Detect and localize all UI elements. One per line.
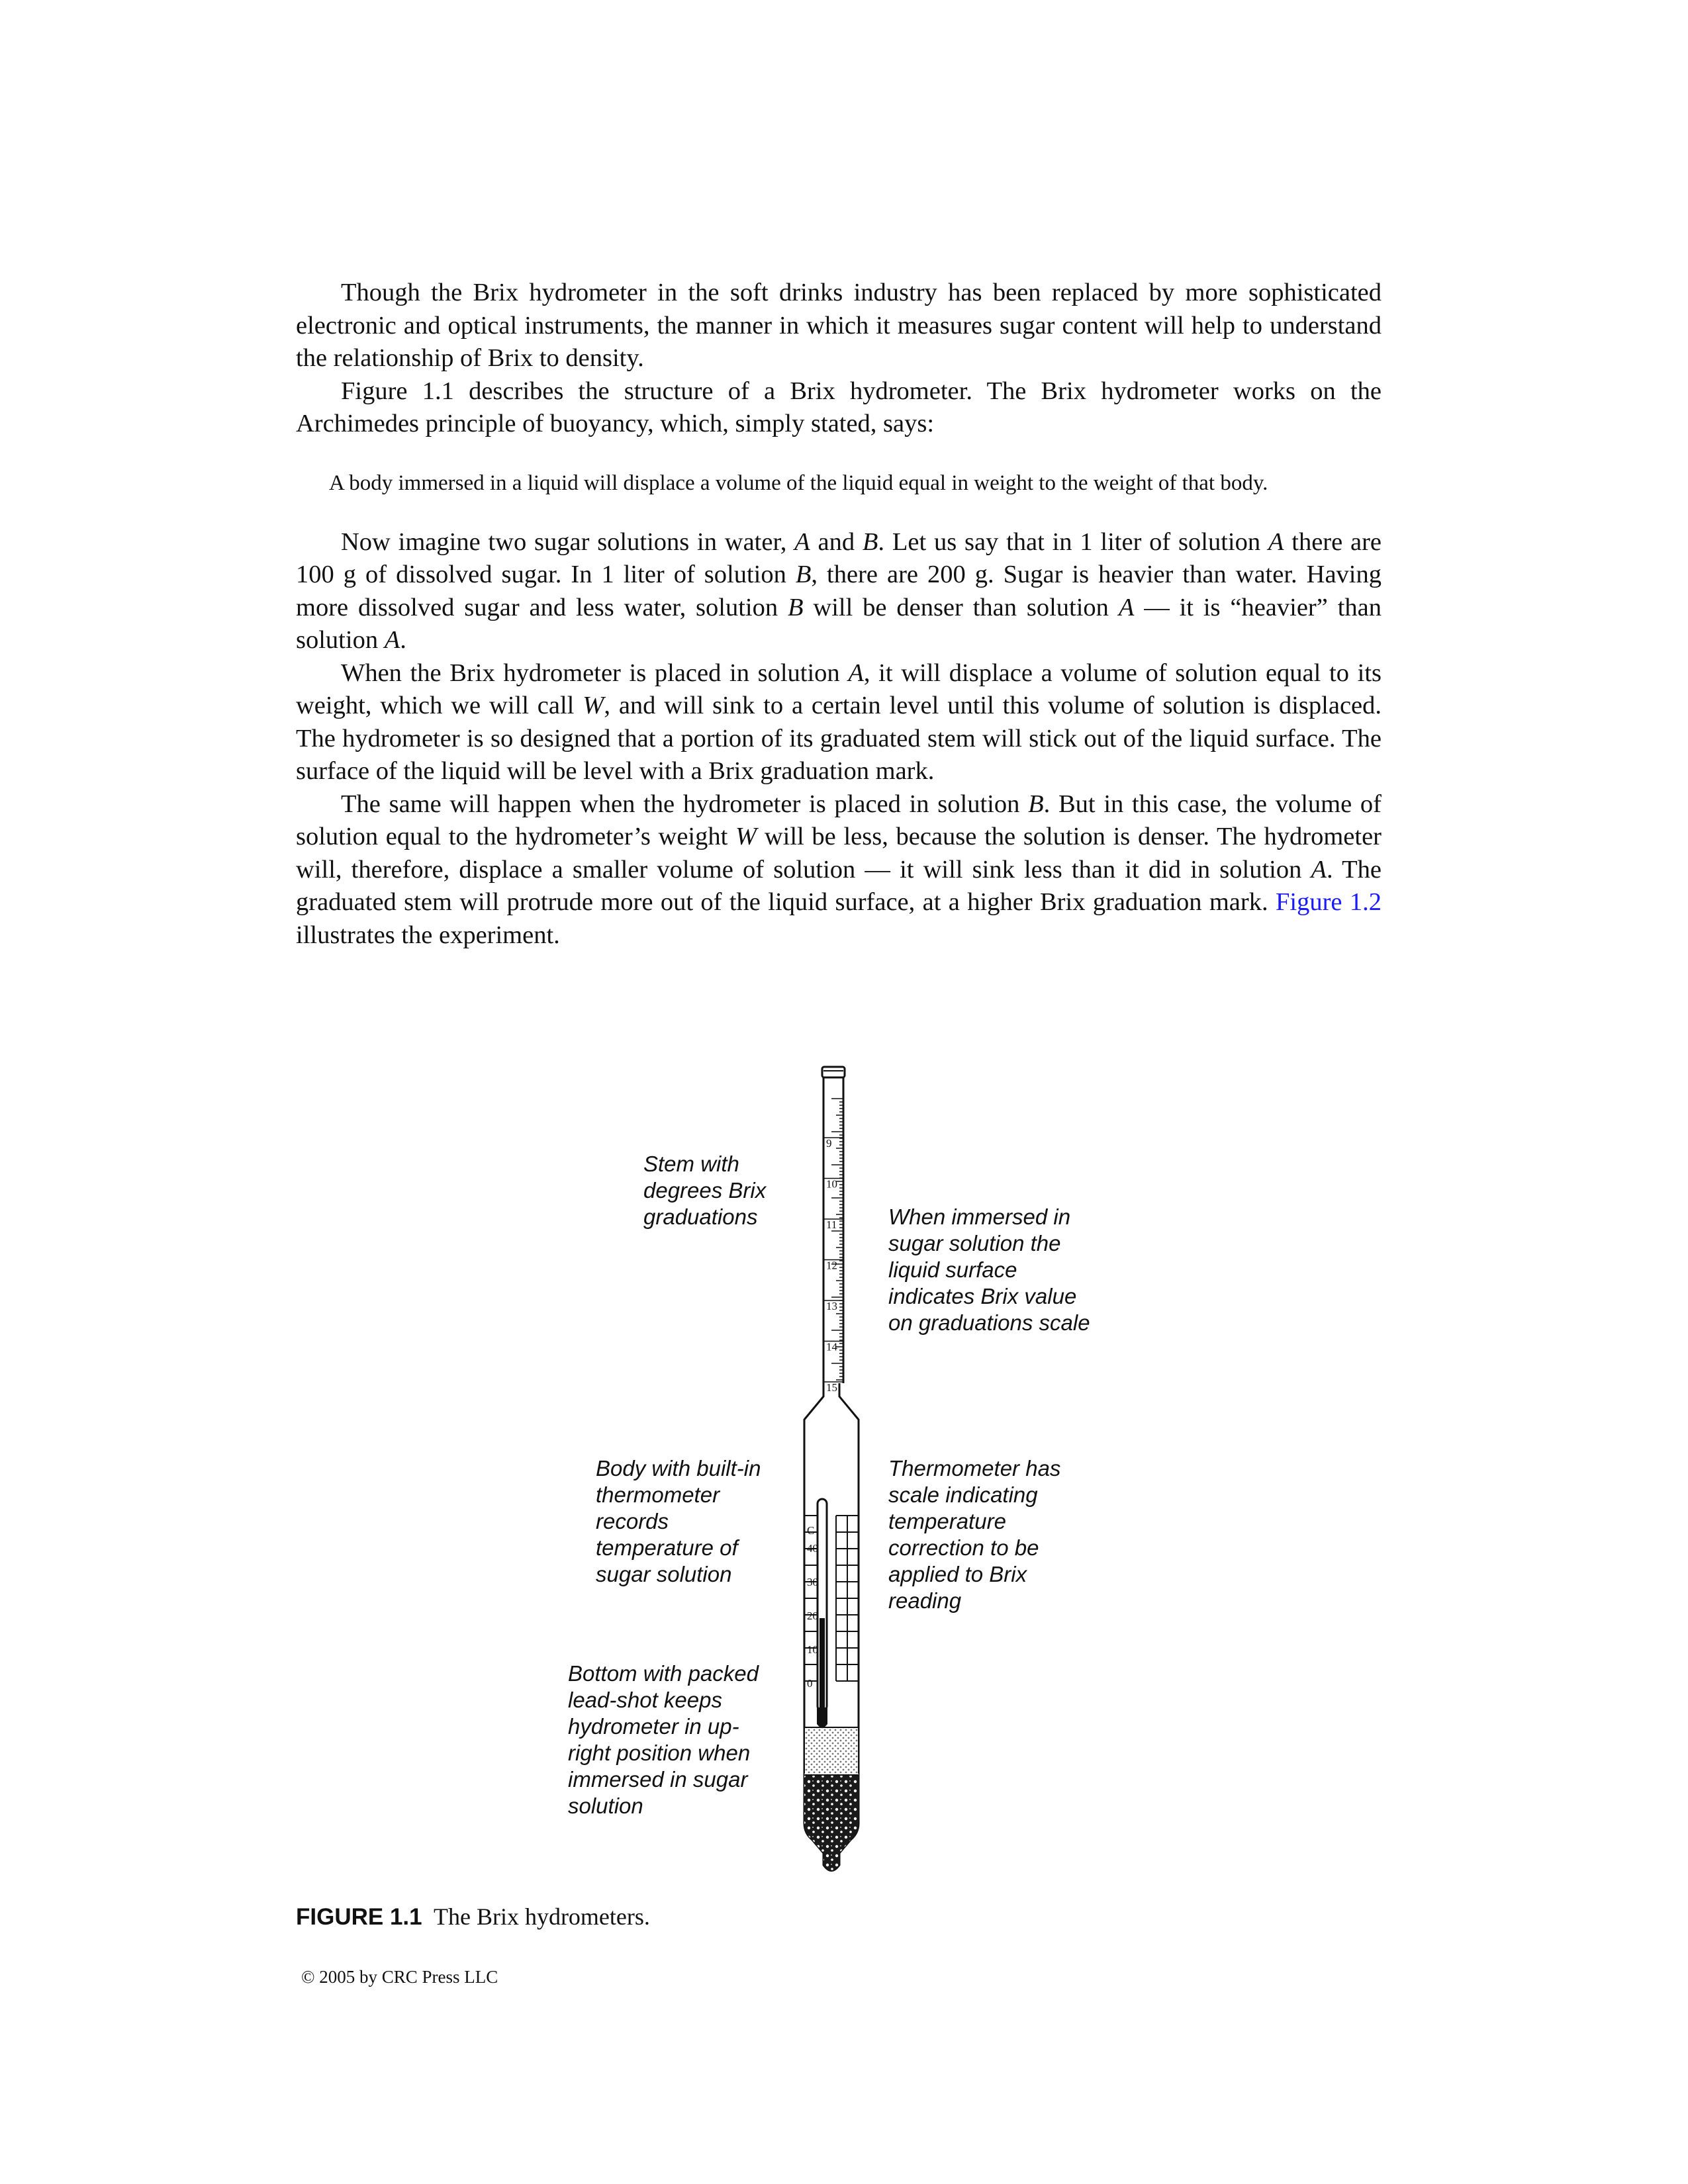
built-in-thermometer xyxy=(804,1499,859,1728)
caption-label: FIGURE 1.1 xyxy=(296,1904,422,1930)
temp-tick-label: 10 xyxy=(807,1643,818,1656)
body-label: Body with built-in thermometer records temperature of sugar solution xyxy=(596,1456,761,1586)
hydrometer-figure xyxy=(0,1052,1688,1886)
temp-tick-label: 0 xyxy=(807,1677,813,1690)
thermometer-scale xyxy=(804,1516,859,1681)
temp-tick-label: C xyxy=(807,1524,815,1537)
temp-tick-label: 30 xyxy=(807,1576,818,1588)
paragraph-5: The same will happen when the hydrometer is placed in solution B. But in this case, the volume of solution equal to the hydrometer’s weight W will be less, because the solution is denser. The hydrometer will, therefore, displace a smaller volume of solution — it will sink less than it did in solution A. The graduated stem will protrude more out of the liquid surface, at a higher Brix graduation mark. Figure 1.2 illustrates the experiment. xyxy=(296,790,1382,949)
stem-label: Stem with degrees Brix graduations xyxy=(643,1152,767,1229)
brix-stem xyxy=(822,1067,845,1394)
figure-1-2-link[interactable]: Figure 1.2 xyxy=(1275,888,1382,916)
paragraph-1: Though the Brix hydrometer in the soft drinks industry has been replaced by more sophisticated electronic and optical instruments, the manner in which it measures sugar content will help to understand the relationship of Brix to density. xyxy=(296,279,1382,372)
thermometer-label: Thermometer has scale indicating temperature correction to be applied to Brix reading xyxy=(888,1456,1061,1613)
paragraph-4: When the Brix hydrometer is placed in solution A, it will displace a volume of solution equal to its weight, which we will call W, and will sink to a certain level until this volume of solution is displaced. The hydrometer is so designed that a portion of its graduated stem will stick out of the liquid surface. The surface of the liquid will be level with a Brix graduation mark. xyxy=(296,659,1382,785)
brix-tick-labels xyxy=(823,1137,843,1394)
brix-tick-label: 12 xyxy=(826,1259,837,1272)
bottom-label: Bottom with packed lead-shot keeps hydrometer in up- right position when immersed in sugar solution xyxy=(568,1661,759,1818)
temp-tick-label: 40 xyxy=(807,1542,818,1555)
brix-tick-label: 11 xyxy=(826,1218,837,1231)
body-text xyxy=(296,277,1382,952)
paragraph-2: Figure 1.1 describes the structure of a Brix hydrometer. The Brix hydrometer works on the Archimedes principle of buoyancy, which, simply stated, says: xyxy=(296,377,1382,437)
brix-tick-label: 15 xyxy=(826,1381,837,1394)
stem-tick-marks xyxy=(831,1099,843,1380)
figure-caption xyxy=(296,1903,650,1931)
brix-tick-label: 14 xyxy=(826,1340,837,1353)
paragraph-3: Now imagine two sugar solutions in water, A and B. Let us say that in 1 liter of solution A there are 100 g of dissolved sugar. In 1 liter of solution B, there are 200 g. Sugar is heavier than water. Having more dissolved sugar and less water, solution B will be denser than solution A — it is “heavier” than solution A. xyxy=(296,527,1382,654)
block-quote: A body immersed in a liquid will displace a volume of the liquid equal in weight to the weight of that body. xyxy=(329,471,1268,495)
brix-tick-label: 10 xyxy=(826,1177,837,1191)
immersed-label: When immersed in sugar solution the liquid surface indicates Brix value on graduations scale xyxy=(888,1205,1090,1335)
brix-tick-label: 9 xyxy=(826,1137,832,1150)
caption-text: The Brix hydrometers. xyxy=(433,1903,650,1930)
copyright-notice: © 2005 by CRC Press LLC xyxy=(301,1967,498,1987)
brix-tick-label: 13 xyxy=(826,1300,837,1312)
temp-tick-label: 20 xyxy=(807,1610,818,1622)
